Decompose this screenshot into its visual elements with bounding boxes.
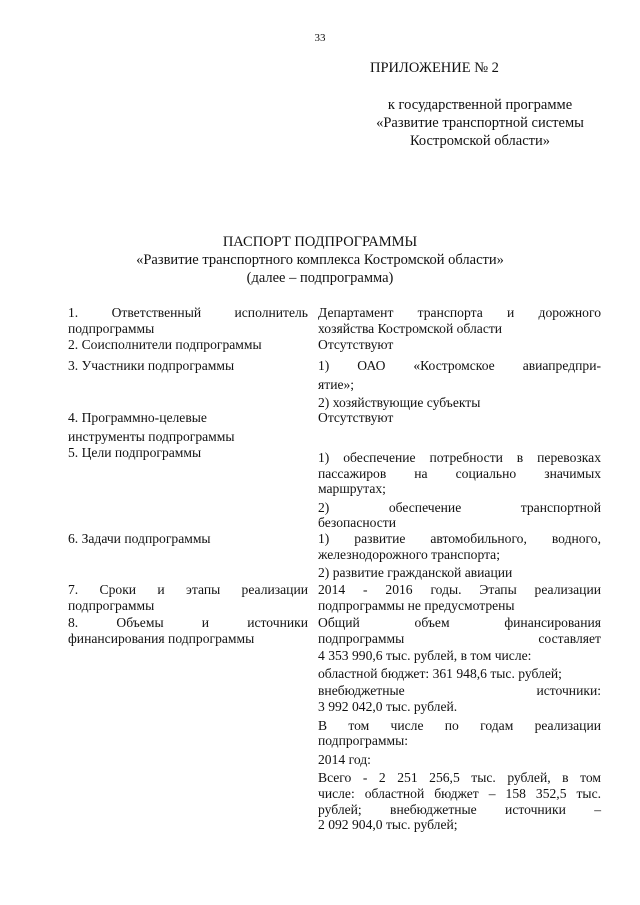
appendix-line-2: «Развитие транспортной системы xyxy=(376,115,584,131)
passport-subtitle: «Развитие транспортного комплекса Костромской области» xyxy=(136,252,504,268)
row-8-value-line: Общий объем финансирования xyxy=(318,615,601,630)
row-8-value-line: подпрограммы: xyxy=(318,733,408,749)
row-8-value-line: 3 992 042,0 тыс. рублей. xyxy=(318,698,458,714)
row-7-value xyxy=(318,582,601,613)
row-2-value-line: Отсутствуют xyxy=(318,337,394,352)
row-8-value-line: рублей; внебюджетные источники – xyxy=(318,801,601,817)
row-8-value-line: Всего - 2 251 256,5 тыс. рублей, в том xyxy=(318,770,601,786)
row-4-value xyxy=(318,410,601,426)
page-number: 33 xyxy=(314,32,326,44)
row-1-label-line: подпрограммы xyxy=(68,320,155,336)
row-2-value xyxy=(318,337,601,353)
row-2-label xyxy=(68,337,308,353)
row-3-label xyxy=(68,358,308,374)
row-3-value xyxy=(318,358,601,411)
row-3-value-line: 2) хозяйствующие субъекты xyxy=(318,395,481,411)
row-5-value-line: безопасности xyxy=(318,515,397,531)
row-8-value-line: 4 353 990,6 тыс. рублей, в том числе: xyxy=(318,648,532,664)
row-7-label xyxy=(68,582,308,613)
row-5-value-line: 1) обеспечение потребности в перевозках xyxy=(318,450,601,465)
row-8-label xyxy=(68,615,308,646)
row-5-label-line: 5. Цели подпрограммы xyxy=(68,445,202,460)
row-1-value xyxy=(318,305,601,336)
row-8-value-line: 2 092 904,0 тыс. рублей; xyxy=(318,817,458,833)
row-8-value-line: числе: областной бюджет – 158 352,5 тыс. xyxy=(318,785,601,801)
appendix-title: ПРИЛОЖЕНИЕ № 2 xyxy=(370,60,499,76)
row-8-value-line: В том числе по годам реализации xyxy=(318,717,601,733)
row-7-label-line: 7. Сроки и этапы реализации xyxy=(68,582,308,597)
row-4-label-line: инструменты подпрограммы xyxy=(68,428,235,444)
row-4-value-line: Отсутствуют xyxy=(318,410,394,425)
row-5-value-line: пассажиров на социально значимых xyxy=(318,465,601,481)
row-1-label xyxy=(68,305,308,336)
row-2-label-line: 2. Соисполнители подпрограммы xyxy=(68,337,262,352)
row-3-value-line: ятие»; xyxy=(318,376,355,392)
passport-note: (далее – подпрограмма) xyxy=(246,270,394,286)
row-5-value xyxy=(318,450,601,531)
row-6-value-line: железнодорожного транспорта; xyxy=(318,546,500,562)
row-7-value-line: подпрограммы не предусмотрены xyxy=(318,597,515,613)
row-6-label xyxy=(68,531,308,547)
row-5-value-line: маршрутах; xyxy=(318,481,386,497)
row-4-label xyxy=(68,410,308,444)
row-7-value-line: 2014 - 2016 годы. Этапы реализации xyxy=(318,582,601,597)
row-8-value-line: подпрограммы составляет xyxy=(318,630,601,646)
row-6-label-line: 6. Задачи подпрограммы xyxy=(68,531,211,546)
row-1-value-line: хозяйства Костромской области xyxy=(318,320,503,336)
row-5-value-line: 2) обеспечение транспортной xyxy=(318,499,601,515)
row-6-value-line: 1) развитие автомобильного, водного, xyxy=(318,531,601,546)
row-8-label-line: финансирования подпрограммы xyxy=(68,630,255,646)
row-3-value-line: 1) ОАО «Костромское авиапредпри- xyxy=(318,358,601,373)
row-8-value-line: областной бюджет: 361 948,6 тыс. рублей; xyxy=(318,665,562,681)
row-8-value xyxy=(318,615,601,833)
row-6-value xyxy=(318,531,601,581)
row-4-label-line: 4. Программно-целевые xyxy=(68,410,207,425)
row-3-label-line: 3. Участники подпрограммы xyxy=(68,358,235,373)
appendix-line-1: к государственной программе xyxy=(387,97,573,113)
row-8-value-line: внебюджетные источники: xyxy=(318,683,601,699)
passport-title: ПАСПОРТ ПОДПРОГРАММЫ xyxy=(222,234,418,250)
appendix-line-3: Костромской области» xyxy=(409,133,550,149)
row-8-value-line: 2014 год: xyxy=(318,751,371,767)
row-1-label-line: 1. Ответственный исполнитель xyxy=(68,305,308,320)
row-7-label-line: подпрограммы xyxy=(68,597,155,613)
row-6-value-line: 2) развитие гражданской авиации xyxy=(318,565,513,581)
row-1-value-line: Департамент транспорта и дорожного xyxy=(318,305,601,320)
row-8-label-line: 8. Объемы и источники xyxy=(68,615,308,630)
row-5-label xyxy=(68,445,308,461)
